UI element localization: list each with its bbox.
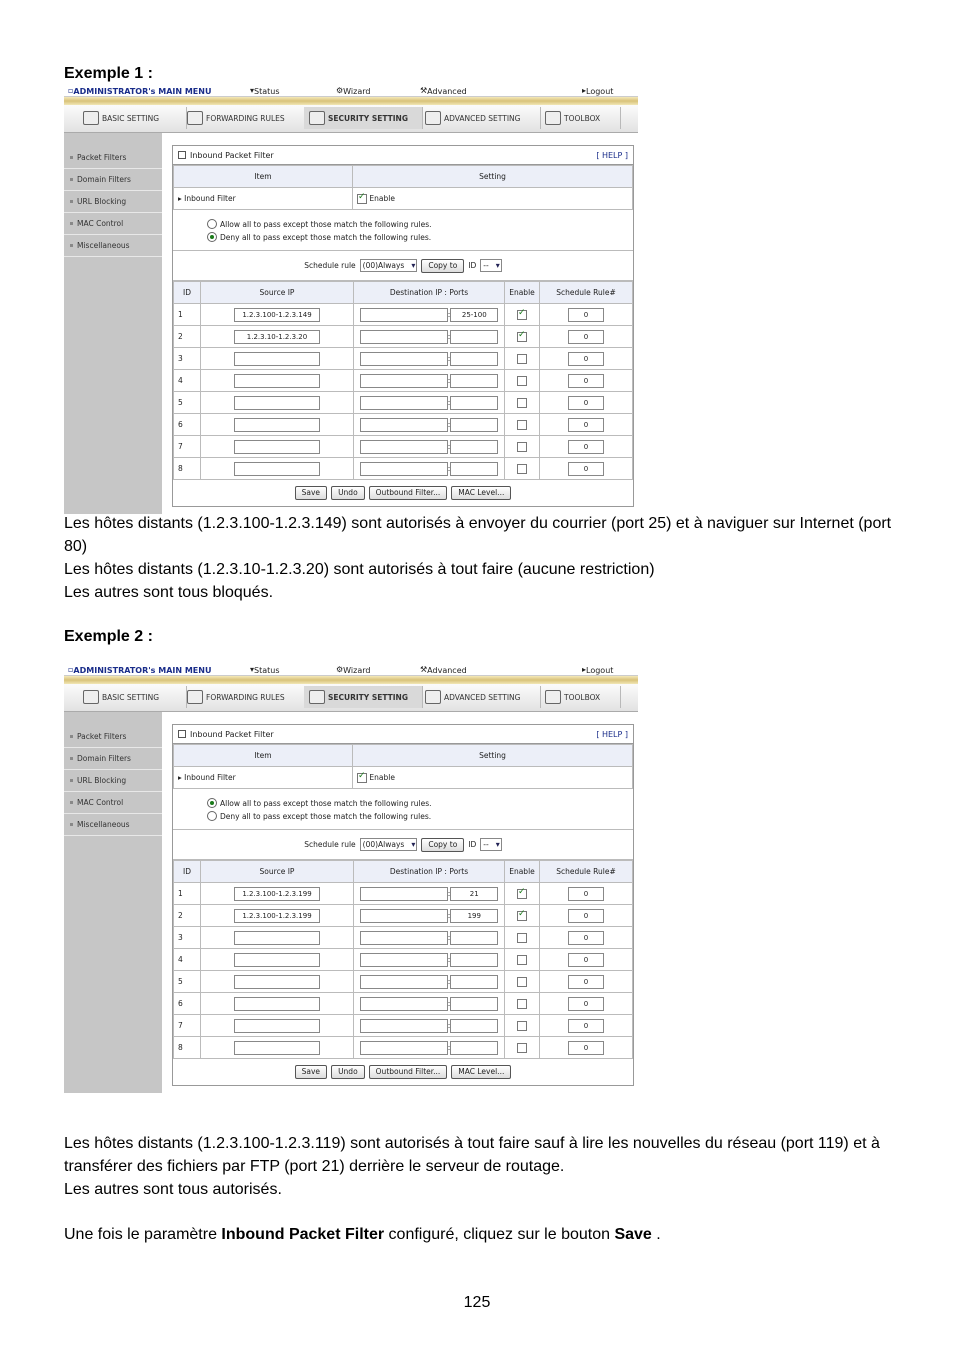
table-row: 2 1.2.3.10-1.2.3.20 : ✓ 0 xyxy=(174,326,633,348)
row-id: 8 xyxy=(174,1037,201,1059)
sidebar-item-miscellaneous[interactable]: Miscellaneous xyxy=(64,235,162,257)
advanced-setting-icon xyxy=(425,111,441,125)
schedule-rule-input[interactable]: 0 xyxy=(568,887,604,901)
wizard-link[interactable]: ⚙ Wizard xyxy=(336,665,371,675)
example-1-title: Exemple 1 : xyxy=(64,65,153,82)
source-ip-input[interactable] xyxy=(234,975,320,989)
table-row: 7 : 0 xyxy=(174,1015,633,1037)
source-ip-input[interactable] xyxy=(234,931,320,945)
settings-table xyxy=(173,165,633,210)
inbound-filter-label: ▸ Inbound Filter xyxy=(174,188,353,210)
id-label: ID xyxy=(468,261,477,270)
source-ip-input[interactable] xyxy=(234,440,320,454)
status-link[interactable]: ▾ Status xyxy=(250,665,280,675)
example-1-description xyxy=(64,512,904,604)
security-setting-icon xyxy=(309,690,325,704)
top-menu-bar xyxy=(64,85,638,97)
advanced-link[interactable]: ⚒ Advanced xyxy=(420,665,467,675)
row-enable-checkbox[interactable] xyxy=(517,1043,527,1053)
port-input[interactable] xyxy=(450,330,498,344)
table-row: 4 : 0 xyxy=(174,370,633,392)
panel-title: Inbound Packet Filter xyxy=(178,730,274,739)
port-input[interactable] xyxy=(450,352,498,366)
port-input[interactable] xyxy=(450,931,498,945)
toolbox-icon xyxy=(545,111,561,125)
table-row: 8 : 0 xyxy=(174,1037,633,1059)
row-enable-checkbox[interactable] xyxy=(517,420,527,430)
row-id: 3 xyxy=(174,348,201,370)
schedule-rule-input[interactable]: 0 xyxy=(568,308,604,322)
wizard-link[interactable]: ⚙ Wizard xyxy=(336,86,371,96)
inbound-filter-label: ▸ Inbound Filter xyxy=(174,767,353,789)
forwarding-rules-icon xyxy=(187,690,203,704)
save-button[interactable]: Save xyxy=(295,486,327,500)
example-2-description xyxy=(64,1132,904,1201)
tab-forwarding-rules[interactable]: FORWARDING RULES xyxy=(182,107,305,129)
schedule-rule-input[interactable]: 0 xyxy=(568,330,604,344)
th-schedule-rule: Schedule Rule# xyxy=(540,861,633,883)
table-row: 6 : 0 xyxy=(174,993,633,1015)
sidebar-item-mac-control[interactable]: MAC Control xyxy=(64,213,162,235)
panel-header xyxy=(173,146,633,165)
status-link[interactable]: ▾ Status xyxy=(250,86,280,96)
source-ip-input[interactable] xyxy=(234,374,320,388)
inbound-filter-setting: ✓ Enable xyxy=(353,767,633,789)
logout-link[interactable]: ▸ Logout xyxy=(582,86,614,96)
destination-ip-input[interactable] xyxy=(360,975,448,989)
schedule-rule-input[interactable]: 0 xyxy=(568,909,604,923)
radio-allow[interactable]: Allow all to pass except those match the following rules. xyxy=(207,798,599,808)
example-1-screenshot xyxy=(64,85,638,512)
id-select[interactable]: -- ▾ xyxy=(480,838,501,851)
port-input[interactable] xyxy=(450,953,498,967)
radio-allow[interactable]: Allow all to pass except those match the following rules. xyxy=(207,219,599,229)
row-id: 7 xyxy=(174,436,201,458)
inbound-filter-setting: ✓ Enable xyxy=(353,188,633,210)
sidebar-item-domain-filters[interactable]: Domain Filters xyxy=(64,748,162,770)
source-ip-input[interactable] xyxy=(234,1041,320,1055)
port-input[interactable]: 21 xyxy=(450,887,498,901)
example-1-line-3: Les autres sont tous bloqués. xyxy=(64,584,274,601)
row-id: 1 xyxy=(174,883,201,905)
row-enable-checkbox[interactable] xyxy=(517,1021,527,1031)
advanced-link[interactable]: ⚒ Advanced xyxy=(420,86,467,96)
toolbox-icon xyxy=(545,690,561,704)
final-note-bold-1: Inbound Packet Filter xyxy=(221,1226,385,1243)
source-ip-input[interactable]: 1.2.3.100-1.2.3.199 xyxy=(234,887,320,901)
row-id: 4 xyxy=(174,370,201,392)
schedule-row xyxy=(173,251,633,281)
port-input[interactable] xyxy=(450,440,498,454)
port-input[interactable]: 25-100 xyxy=(450,308,498,322)
schedule-rule-input[interactable]: 0 xyxy=(568,396,604,410)
col-setting: Setting xyxy=(353,166,633,188)
enable-checkbox[interactable] xyxy=(357,773,367,783)
tab-row xyxy=(64,105,638,133)
sidebar-item-url-blocking[interactable]: URL Blocking xyxy=(64,770,162,792)
th-source-ip: Source IP xyxy=(201,861,354,883)
radio-deny[interactable]: Deny all to pass except those match the following rules. xyxy=(207,232,599,242)
source-ip-input[interactable] xyxy=(234,396,320,410)
row-enable-checkbox[interactable] xyxy=(517,464,527,474)
source-ip-input[interactable] xyxy=(234,953,320,967)
panel-footer xyxy=(173,480,633,506)
help-link[interactable]: [ HELP ] xyxy=(596,150,628,160)
schedule-rule-input[interactable]: 0 xyxy=(568,462,604,476)
row-enable-checkbox[interactable] xyxy=(517,955,527,965)
row-enable-checkbox[interactable] xyxy=(517,376,527,386)
table-row: 3 : 0 xyxy=(174,927,633,949)
destination-ip-input[interactable] xyxy=(360,931,448,945)
row-id: 6 xyxy=(174,993,201,1015)
tab-toolbox[interactable]: TOOLBOX xyxy=(540,686,621,708)
row-enable-checkbox[interactable] xyxy=(517,889,527,899)
row-id: 4 xyxy=(174,949,201,971)
row-id: 5 xyxy=(174,392,201,414)
example-2-title: Exemple 2 : xyxy=(64,628,153,645)
col-setting: Setting xyxy=(353,745,633,767)
row-enable-checkbox[interactable] xyxy=(517,911,527,921)
admin-menu-link[interactable]: ▫ ADMINISTRATOR's MAIN MENU xyxy=(68,86,212,96)
schedule-rule-input[interactable]: 0 xyxy=(568,1041,604,1055)
destination-ip-input[interactable] xyxy=(360,953,448,967)
th-id: ID xyxy=(174,861,201,883)
outbound-filter-button[interactable]: Outbound Filter... xyxy=(369,1065,448,1079)
schedule-rule-input[interactable]: 0 xyxy=(568,418,604,432)
destination-ip-input[interactable] xyxy=(360,352,448,366)
table-row: 3 : 0 xyxy=(174,348,633,370)
radio-deny-button[interactable] xyxy=(207,232,217,242)
schedule-label: Schedule rule xyxy=(304,261,356,270)
th-enable: Enable xyxy=(505,861,540,883)
row-enable-checkbox[interactable] xyxy=(517,398,527,408)
port-input[interactable] xyxy=(450,1041,498,1055)
th-source-ip: Source IP xyxy=(201,282,354,304)
enable-checkbox[interactable] xyxy=(357,194,367,204)
sidebar-item-url-blocking[interactable]: URL Blocking xyxy=(64,191,162,213)
panel-footer xyxy=(173,1059,633,1085)
tab-basic-setting[interactable]: BASIC SETTING xyxy=(78,686,187,708)
source-ip-input[interactable]: 1.2.3.100-1.2.3.199 xyxy=(234,909,320,923)
tab-row xyxy=(64,684,638,712)
example-1-line-2: Les hôtes distants (1.2.3.10-1.2.3.20) sont autorisés à tout faire (aucune restriction) xyxy=(64,561,655,578)
tab-forwarding-rules[interactable]: FORWARDING RULES xyxy=(182,686,305,708)
port-input[interactable] xyxy=(450,374,498,388)
table-row: 1 1.2.3.100-1.2.3.199 : 21 ✓ 0 xyxy=(174,883,633,905)
table-row: 4 : 0 xyxy=(174,949,633,971)
table-row: 8 : 0 xyxy=(174,458,633,480)
source-ip-input[interactable]: 1.2.3.100-1.2.3.149 xyxy=(234,308,320,322)
help-link[interactable]: [ HELP ] xyxy=(596,729,628,739)
copy-to-button[interactable]: Copy to xyxy=(421,838,464,852)
row-id: 7 xyxy=(174,1015,201,1037)
tab-advanced-setting[interactable]: ADVANCED SETTING xyxy=(420,107,541,129)
policy-radio-group xyxy=(173,789,633,830)
sidebar xyxy=(64,712,162,1093)
panel-title: Inbound Packet Filter xyxy=(178,151,274,160)
basic-setting-icon xyxy=(83,111,99,125)
schedule-rule-input[interactable]: 0 xyxy=(568,931,604,945)
port-input[interactable] xyxy=(450,997,498,1011)
th-destination: Destination IP : Ports xyxy=(354,861,505,883)
logout-link[interactable]: ▸ Logout xyxy=(582,665,614,675)
source-ip-input[interactable] xyxy=(234,352,320,366)
advanced-setting-icon xyxy=(425,690,441,704)
rules-table xyxy=(173,860,633,1059)
source-ip-input[interactable] xyxy=(234,418,320,432)
final-note xyxy=(64,1223,904,1246)
forwarding-rules-icon xyxy=(187,111,203,125)
destination-ip-input[interactable] xyxy=(360,1019,448,1033)
row-enable-checkbox[interactable] xyxy=(517,332,527,342)
port-input[interactable] xyxy=(450,1019,498,1033)
destination-ip-input[interactable] xyxy=(360,1041,448,1055)
row-id: 3 xyxy=(174,927,201,949)
row-id: 8 xyxy=(174,458,201,480)
table-row: 7 : 0 xyxy=(174,436,633,458)
destination-ip-input[interactable] xyxy=(360,887,448,901)
final-note-text-2: configuré, cliquez sur le bouton xyxy=(384,1226,615,1243)
basic-setting-icon xyxy=(83,690,99,704)
inbound-filter-panel xyxy=(172,145,634,507)
row-enable-checkbox[interactable] xyxy=(517,977,527,987)
example-2-line-2: Les autres sont tous autorisés. xyxy=(64,1181,282,1198)
content-area xyxy=(64,133,638,514)
radio-deny[interactable]: Deny all to pass except those match the following rules. xyxy=(207,811,599,821)
security-setting-icon xyxy=(309,111,325,125)
schedule-select[interactable]: (00)Always ▾ xyxy=(360,259,418,272)
destination-ip-input[interactable] xyxy=(360,462,448,476)
port-input[interactable]: 199 xyxy=(450,909,498,923)
top-menu-bar xyxy=(64,664,638,676)
table-row: 6 : 0 xyxy=(174,414,633,436)
table-row: 1 1.2.3.100-1.2.3.149 : 25-100 ✓ 0 xyxy=(174,304,633,326)
table-row: 5 : 0 xyxy=(174,971,633,993)
mac-level-button[interactable]: MAC Level... xyxy=(451,1065,511,1079)
example-1-line-1: Les hôtes distants (1.2.3.100-1.2.3.149) sont autorisés à envoyer du courrier (port 25) et à naviguer sur Internet (port 80) xyxy=(64,515,892,555)
port-input[interactable] xyxy=(450,396,498,410)
schedule-rule-input[interactable]: 0 xyxy=(568,975,604,989)
undo-button[interactable]: Undo xyxy=(331,486,365,500)
table-row: 5 : 0 xyxy=(174,392,633,414)
schedule-rule-input[interactable]: 0 xyxy=(568,997,604,1011)
port-input[interactable] xyxy=(450,462,498,476)
th-enable: Enable xyxy=(505,282,540,304)
rules-table xyxy=(173,281,633,480)
example-2-screenshot xyxy=(64,664,638,1092)
schedule-rule-input[interactable]: 0 xyxy=(568,440,604,454)
id-select[interactable]: -- ▾ xyxy=(480,259,501,272)
row-enable-checkbox[interactable] xyxy=(517,933,527,943)
schedule-rule-input[interactable]: 0 xyxy=(568,1019,604,1033)
sidebar-item-mac-control[interactable]: MAC Control xyxy=(64,792,162,814)
th-destination: Destination IP : Ports xyxy=(354,282,505,304)
policy-radio-group xyxy=(173,210,633,251)
row-enable-checkbox[interactable] xyxy=(517,354,527,364)
schedule-label: Schedule rule xyxy=(304,840,356,849)
row-enable-checkbox[interactable] xyxy=(517,310,527,320)
decorative-bar xyxy=(64,97,638,105)
row-id: 6 xyxy=(174,414,201,436)
save-button[interactable]: Save xyxy=(295,1065,327,1079)
example-2-line-1: Les hôtes distants (1.2.3.100-1.2.3.119) sont autorisés à tout faire sauf à lire les nouvelles du réseau (port 119) et à transférer des fichiers par FTP (port 21) derrière le serveur de routage. xyxy=(64,1135,880,1175)
destination-ip-input[interactable] xyxy=(360,330,448,344)
id-label: ID xyxy=(468,840,477,849)
col-item: Item xyxy=(174,166,353,188)
panel-header xyxy=(173,725,633,744)
schedule-row xyxy=(173,830,633,860)
copy-to-button[interactable]: Copy to xyxy=(421,259,464,273)
destination-ip-input[interactable] xyxy=(360,374,448,388)
row-enable-checkbox[interactable] xyxy=(517,999,527,1009)
sidebar-item-domain-filters[interactable]: Domain Filters xyxy=(64,169,162,191)
radio-deny-button[interactable] xyxy=(207,811,217,821)
sidebar xyxy=(64,133,162,514)
schedule-rule-input[interactable]: 0 xyxy=(568,953,604,967)
th-schedule-rule: Schedule Rule# xyxy=(540,282,633,304)
destination-ip-input[interactable] xyxy=(360,396,448,410)
row-id: 5 xyxy=(174,971,201,993)
sidebar-item-packet-filters[interactable]: Packet Filters xyxy=(64,147,162,169)
source-ip-input[interactable] xyxy=(234,462,320,476)
radio-allow-button[interactable] xyxy=(207,219,217,229)
final-note-text-1: Une fois le paramètre xyxy=(64,1226,222,1243)
destination-ip-input[interactable] xyxy=(360,418,448,432)
row-id: 2 xyxy=(174,326,201,348)
content-area xyxy=(64,712,638,1093)
tab-advanced-setting[interactable]: ADVANCED SETTING xyxy=(420,686,541,708)
destination-ip-input[interactable] xyxy=(360,308,448,322)
source-ip-input[interactable] xyxy=(234,1019,320,1033)
admin-menu-link[interactable]: ▫ ADMINISTRATOR's MAIN MENU xyxy=(68,665,212,675)
source-ip-input[interactable]: 1.2.3.10-1.2.3.20 xyxy=(234,330,320,344)
decorative-bar xyxy=(64,676,638,684)
inbound-filter-panel xyxy=(172,724,634,1086)
undo-button[interactable]: Undo xyxy=(331,1065,365,1079)
tab-security-setting[interactable]: SECURITY SETTING xyxy=(304,107,423,129)
schedule-rule-input[interactable]: 0 xyxy=(568,374,604,388)
destination-ip-input[interactable] xyxy=(360,440,448,454)
source-ip-input[interactable] xyxy=(234,997,320,1011)
final-note-text-3: . xyxy=(651,1226,661,1243)
row-id: 1 xyxy=(174,304,201,326)
tab-toolbox[interactable]: TOOLBOX xyxy=(540,107,621,129)
port-input[interactable] xyxy=(450,418,498,432)
tab-basic-setting[interactable]: BASIC SETTING xyxy=(78,107,187,129)
settings-table xyxy=(173,744,633,789)
destination-ip-input[interactable] xyxy=(360,909,448,923)
radio-allow-button[interactable] xyxy=(207,798,217,808)
sidebar-item-miscellaneous[interactable]: Miscellaneous xyxy=(64,814,162,836)
row-id: 2 xyxy=(174,905,201,927)
schedule-select[interactable]: (00)Always ▾ xyxy=(360,838,418,851)
row-enable-checkbox[interactable] xyxy=(517,442,527,452)
table-row: 2 1.2.3.100-1.2.3.199 : 199 ✓ 0 xyxy=(174,905,633,927)
tab-security-setting[interactable]: SECURITY SETTING xyxy=(304,686,423,708)
final-note-bold-2: Save xyxy=(614,1226,652,1243)
mac-level-button[interactable]: MAC Level... xyxy=(451,486,511,500)
schedule-rule-input[interactable]: 0 xyxy=(568,352,604,366)
port-input[interactable] xyxy=(450,975,498,989)
th-id: ID xyxy=(174,282,201,304)
outbound-filter-button[interactable]: Outbound Filter... xyxy=(369,486,448,500)
sidebar-item-packet-filters[interactable]: Packet Filters xyxy=(64,726,162,748)
col-item: Item xyxy=(174,745,353,767)
page-number: 125 xyxy=(463,1294,491,1311)
destination-ip-input[interactable] xyxy=(360,997,448,1011)
